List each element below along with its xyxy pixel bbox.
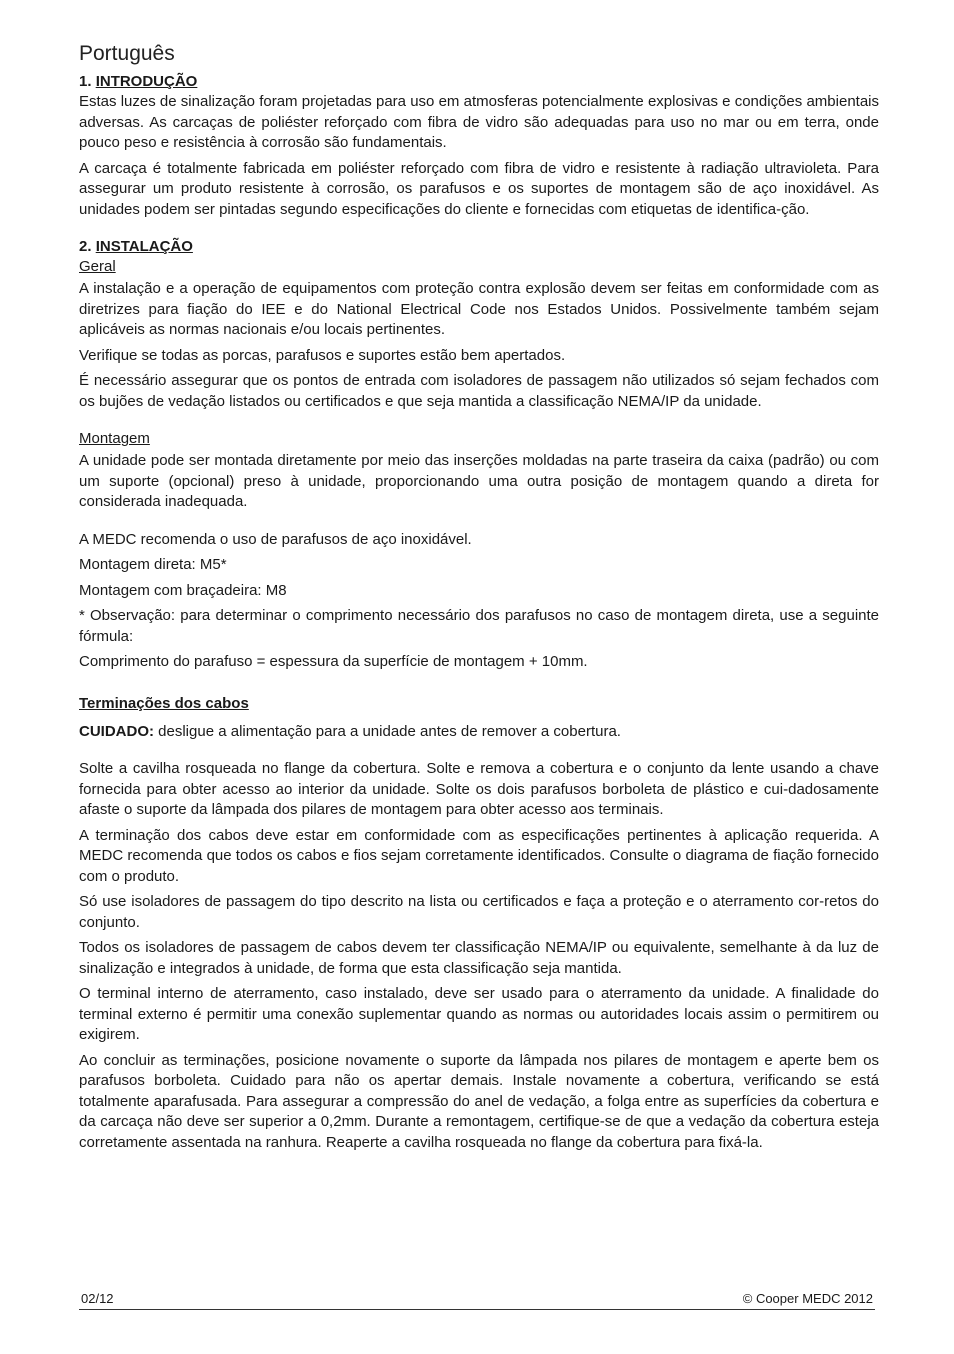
document-page [79,40,879,1158]
section-number: 2. [79,238,92,255]
subheading-cable-terminations: Terminações dos cabos [79,694,249,712]
footer-copyright: © Cooper MEDC 2012 [742,1291,873,1306]
footer-date: 02/12 [81,1291,114,1306]
mounting-paragraph-5: * Observação: para determinar o comprimento necessário dos parafusos no caso de montagem direta, use a seguinte fórmula: [79,607,879,645]
section-title: INSTALAÇÃO [95,238,193,255]
subheading-mounting: Montagem [79,430,150,447]
general-paragraph-2: Verifique se todas as porcas, parafusos e suportes estão bem apertados. [79,346,566,364]
caution-text: desligue a alimentação para a unidade antes de remover a cobertura. [154,722,621,740]
subheading-general: Geral [79,258,116,275]
section-number: 1. [79,73,92,90]
mounting-paragraph-4: Montagem com braçadeira: M8 [79,581,287,599]
cable-paragraph-2: A terminação dos cabos deve estar em conformidade com as especificações pertinentes à aplicação requerida. A MEDC recomenda que todos os cabos e fios sejam corretamente identificados. Consulte o diagrama de fiação fornecido com o produto. [79,826,879,885]
mounting-paragraph-6: Comprimento do parafuso = espessura da superfície de montagem + 10mm. [79,653,588,670]
language-title: Português [79,42,175,65]
cable-paragraph-5: O terminal interno de aterramento, caso instalado, deve ser usado para o aterramento da unidade. A finalidade do terminal externo é permitir uma conexão suplementar quando as normas ou autoridades locais assim o permitirem ou exigirem. [79,985,879,1043]
general-paragraph-1: A instalação e a operação de equipamentos com proteção contra explosão devem ser feitas em conformidade com as diretrizes para fiação do IEE e do National Electrical Code nos Estados Unidos. Possivelmente também sejam aplicáveis as normas nacionais e/ou locais pertinentes. [79,280,879,338]
intro-paragraph-1: Estas luzes de sinalização foram projetadas para uso em atmosferas potencialmente explosivas e condições ambientais adversas. As carcaças de poliéster reforçado com fibra de vidro são adequadas para uso no mar ou em terra, onde pouco peso e resistência à corrosão são fundamentais. [79,93,879,151]
mounting-paragraph-3: Montagem direta: M5* [79,556,227,573]
cable-paragraph-3: Só use isoladores de passagem do tipo descrito na lista ou certificados e faça a proteção e o aterramento cor-retos do conjunto. [79,893,879,931]
cable-paragraph-1: Solte a cavilha rosqueada no flange da cobertura. Solte e remova a cobertura e o conjunto da lente usando a chave fornecida para obter acesso ao interior da unidade. Solte os dois parafusos borboleta de plástico e cui-dadosamente afaste o suporte da lâmpada dos pilares de montagem para obter acesso aos terminais. [79,760,879,818]
section-heading-installation [79,237,879,257]
caution-label: CUIDADO: [79,722,154,740]
mounting-paragraph-2: A MEDC recomenda o uso de parafusos de aço inoxidável. [79,530,472,548]
section-title: INTRODUÇÃO [95,73,198,90]
mounting-paragraph-1: A unidade pode ser montada diretamente por meio das inserções moldadas na parte traseira da caixa (padrão) ou com um suporte (opcional) preso à unidade, proporcionando uma outra posição de montagem quando a direta for considerada inadequada. [79,452,879,510]
caution-paragraph [79,722,879,743]
cable-paragraph-6: Ao concluir as terminações, posicione novamente o suporte da lâmpada nos pilares de montagem e aperte bem os parafusos borboleta. Cuidado para não os apertar demais. Instale novamente a cobertura, verificando se está totalmente aparafusada. Para assegurar a compressão do anel de vedação, a folga entre as superfícies da cobertura e da carcaça não deve ser superior a 0,2mm. Durante a remontagem, certifique-se de que a vedação da cobertura esteja corretamente assentada na ranhura. Reaperte a cavilha rosqueada no flange da cobertura para fixá-la. [79,1051,879,1151]
cable-paragraph-4: Todos os isoladores de passagem de cabos devem ter classificação NEMA/IP ou equivalente, semelhante à da luz de sinalização e integrados à unidade, de forma que esta classificação seja mantida. [79,939,879,977]
general-paragraph-3: É necessário assegurar que os pontos de entrada com isoladores de passagem não utilizados só sejam fechados com os bujões de vedação listados ou certificados e que seja mantida a classificação NEMA/IP da unidade. [79,372,879,410]
intro-paragraph-2: A carcaça é totalmente fabricada em poliéster reforçado com fibra de vidro e resistente à radiação ultravioleta. Para assegurar um produto resistente à corrosão, os parafusos e os suportes de montagem são de aço inoxidável. As unidades podem ser pintadas segundo especificações do cliente e fornecidas com etiquetas de identifica-ção. [79,159,879,218]
section-heading-introduction [79,72,879,92]
page-footer [79,1291,875,1310]
